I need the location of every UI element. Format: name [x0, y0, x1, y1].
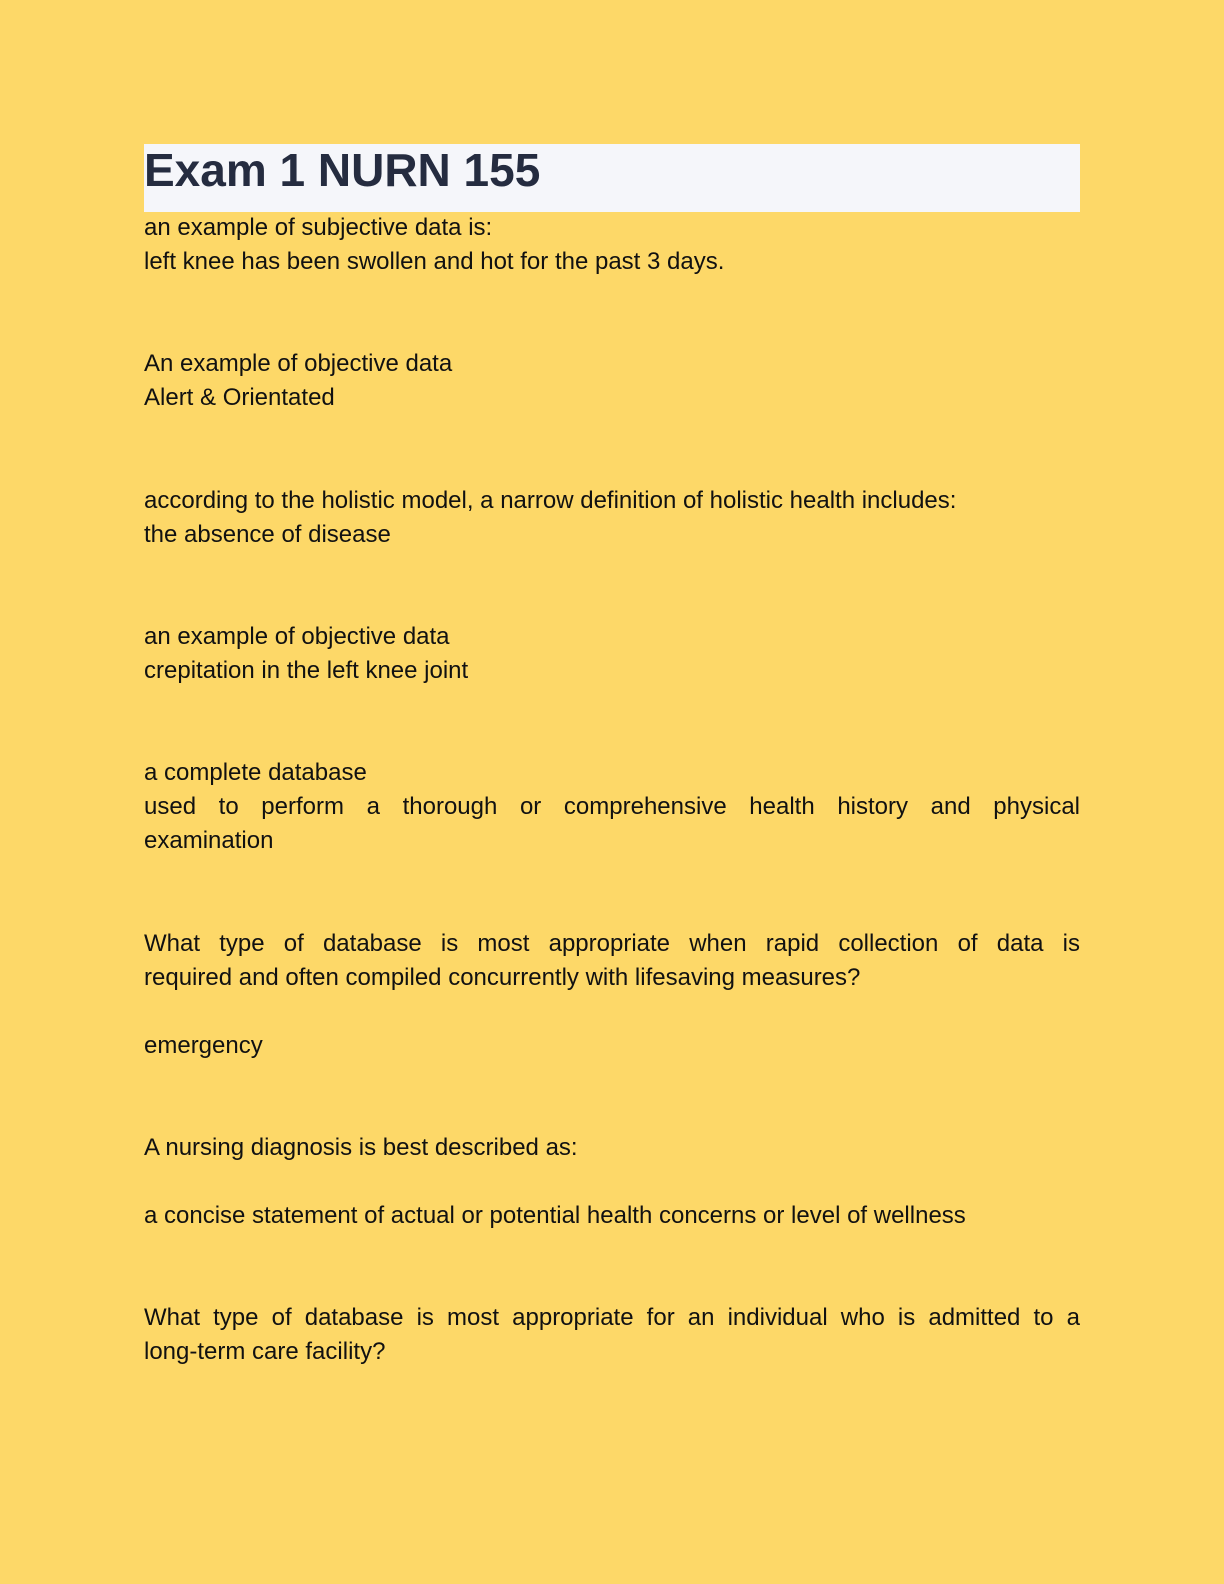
- question-8-line-2: long-term care facility?: [144, 1338, 386, 1365]
- answer-2: Alert & Orientated: [144, 384, 335, 411]
- answer-4: crepitation in the left knee joint: [144, 657, 469, 684]
- answer-6: emergency: [144, 1032, 263, 1059]
- question-7: A nursing diagnosis is best described as:: [144, 1134, 578, 1161]
- answer-7: a concise statement of actual or potential health concerns or level of wellness: [144, 1202, 966, 1229]
- question-4: an example of objective data: [144, 623, 450, 650]
- answer-5-line-2: examination: [144, 827, 274, 854]
- question-8-line-1: What type of database is most appropriate for an individual who is admitted to a: [144, 1304, 1080, 1331]
- answer-5-line-1: used to perform a thorough or comprehensive health history and physical: [144, 793, 1080, 820]
- question-2: An example of objective data: [144, 350, 453, 377]
- question-6-line-1: What type of database is most appropriate when rapid collection of data is: [144, 930, 1080, 957]
- question-6-line-2: required and often compiled concurrently with lifesaving measures?: [144, 964, 861, 991]
- answer-1: left knee has been swollen and hot for the past 3 days.: [144, 248, 725, 275]
- page-title: Exam 1 NURN 155: [144, 144, 541, 196]
- question-5: a complete database: [144, 759, 367, 786]
- answer-3: the absence of disease: [144, 521, 391, 548]
- question-1: an example of subjective data is:: [144, 214, 493, 241]
- question-3: according to the holistic model, a narrow definition of holistic health includes:: [144, 487, 957, 514]
